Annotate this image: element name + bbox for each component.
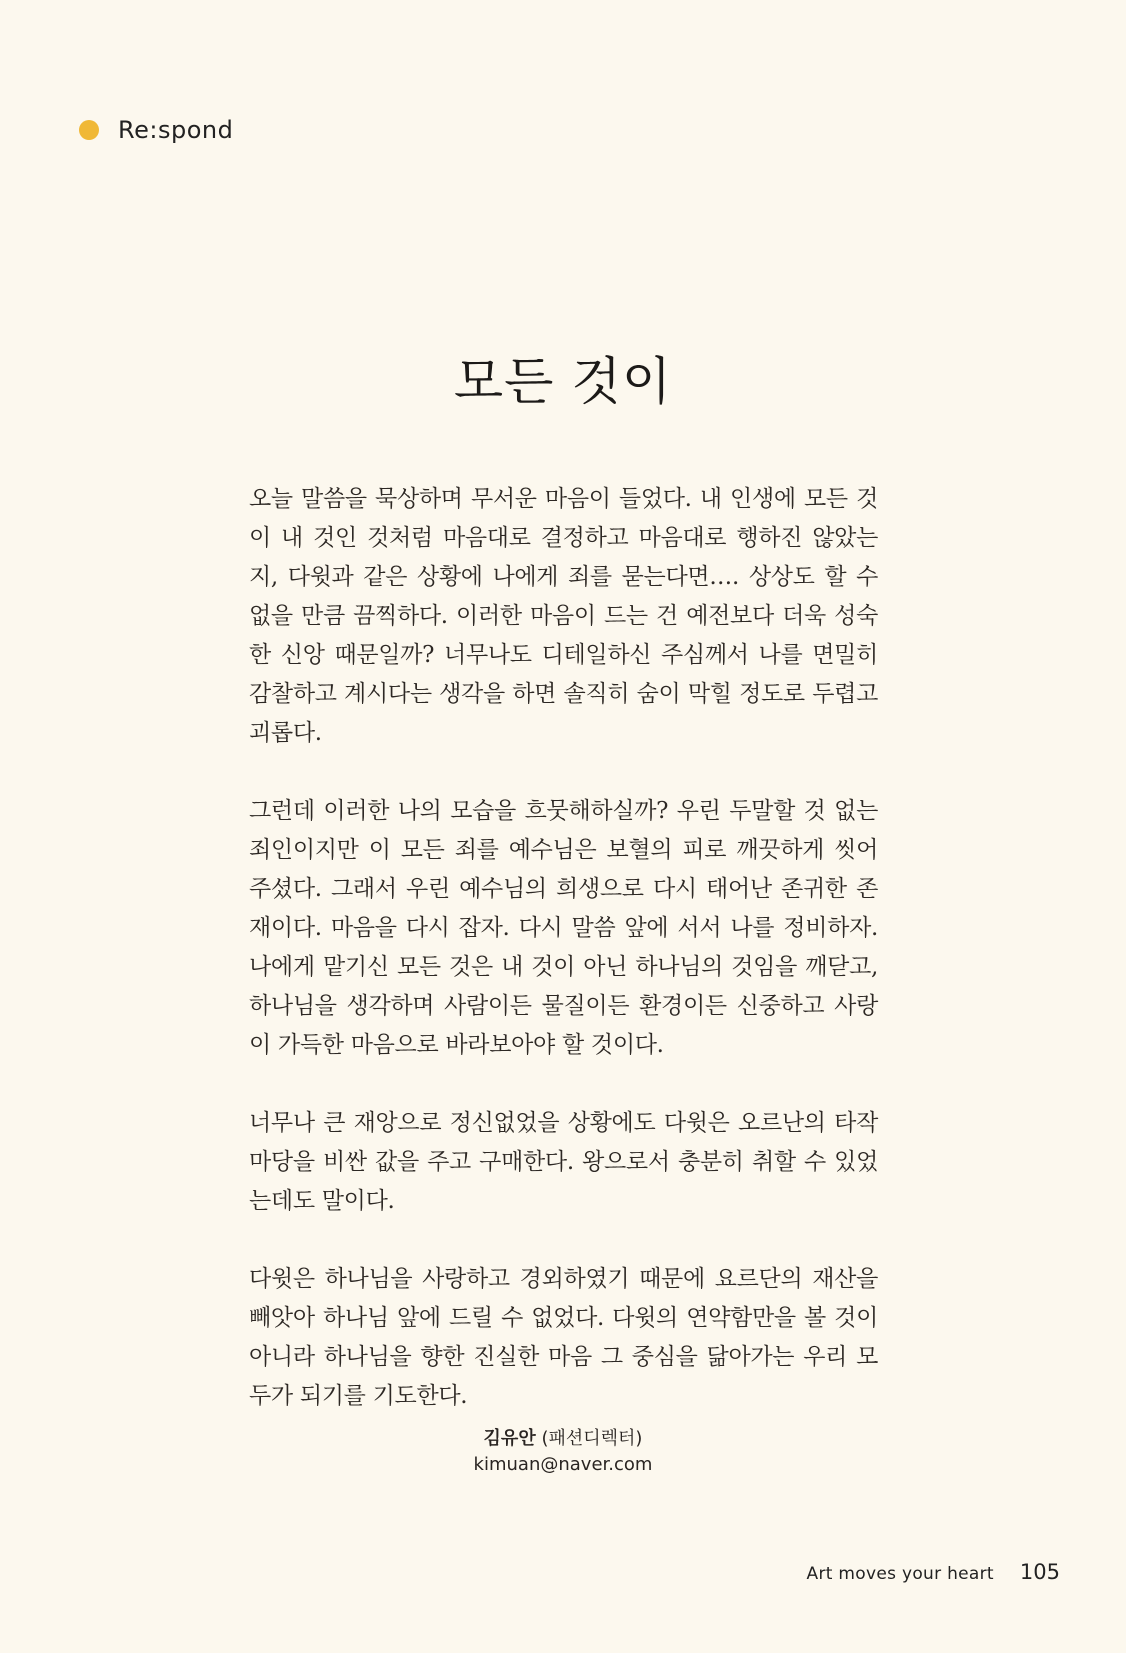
article-paragraph-1: 오늘 말씀을 묵상하며 무서운 마음이 들었다. 내 인생에 모든 것이 내 것인 것처럼 마음대로 결정하고 마음대로 행하진 않았는지, 다윗과 같은 상황에 나에게 죄를 묻는다면…. 상상도 할 수 없을 만큼 끔찍하다. 이러한 마음이 드는 건 예전보다 더욱 성숙한 신앙 때문일까? 너무나도 디테일하신 주심께서 나를 면밀히 감찰하고 계시다는 생각을 하면 솔직히 숨이 막힐 정도로 두렵고 괴롭다.	[249, 486, 878, 746]
article-paragraph-3: 너무나 큰 재앙으로 정신없었을 상황에도 다윗은 오르난의 타작 마당을 비싼 값을 주고 구매한다. 왕으로서 충분히 취할 수 있었는데도 말이다.	[249, 1110, 878, 1214]
section-dot-icon	[79, 120, 99, 140]
section-label: Re:spond	[118, 116, 234, 144]
author-role: (패션디렉터)	[541, 1428, 643, 1449]
article-body	[249, 480, 878, 1455]
footer-tagline: Art moves your heart	[806, 1564, 994, 1584]
section-header	[79, 110, 233, 150]
page-footer	[807, 1560, 1060, 1584]
author-email: kimuan@naver.com	[473, 1454, 653, 1475]
author-line	[0, 1426, 1126, 1452]
page-number: 105	[1019, 1560, 1060, 1584]
article-title: 모든 것이	[453, 353, 673, 412]
author-name: 김유안	[483, 1428, 536, 1449]
author-block	[0, 1426, 1126, 1478]
article-paragraph-4: 다윗은 하나님을 사랑하고 경외하였기 때문에 요르단의 재산을 빼앗아 하나님 앞에 드릴 수 없었다. 다윗의 연약함만을 볼 것이 아니라 하나님을 향한 진실한 마음 그 중심을 닮아가는 우리 모두가 되기를 기도한다.	[249, 1266, 878, 1409]
article-paragraph-2: 그런데 이러한 나의 모습을 흐뭇해하실까? 우린 두말할 것 없는 죄인이지만 이 모든 죄를 예수님은 보혈의 피로 깨끗하게 씻어 주셨다. 그래서 우린 예수님의 희생으로 다시 태어난 존귀한 존재이다. 마음을 다시 잡자. 다시 말씀 앞에 서서 나를 정비하자. 나에게 맡기신 모든 것은 내 것이 아닌 하나님의 것임을 깨닫고, 하나님을 생각하며 사람이든 물질이든 환경이든 신중하고 사랑이 가득한 마음으로 바라보아야 할 것이다.	[249, 798, 878, 1058]
